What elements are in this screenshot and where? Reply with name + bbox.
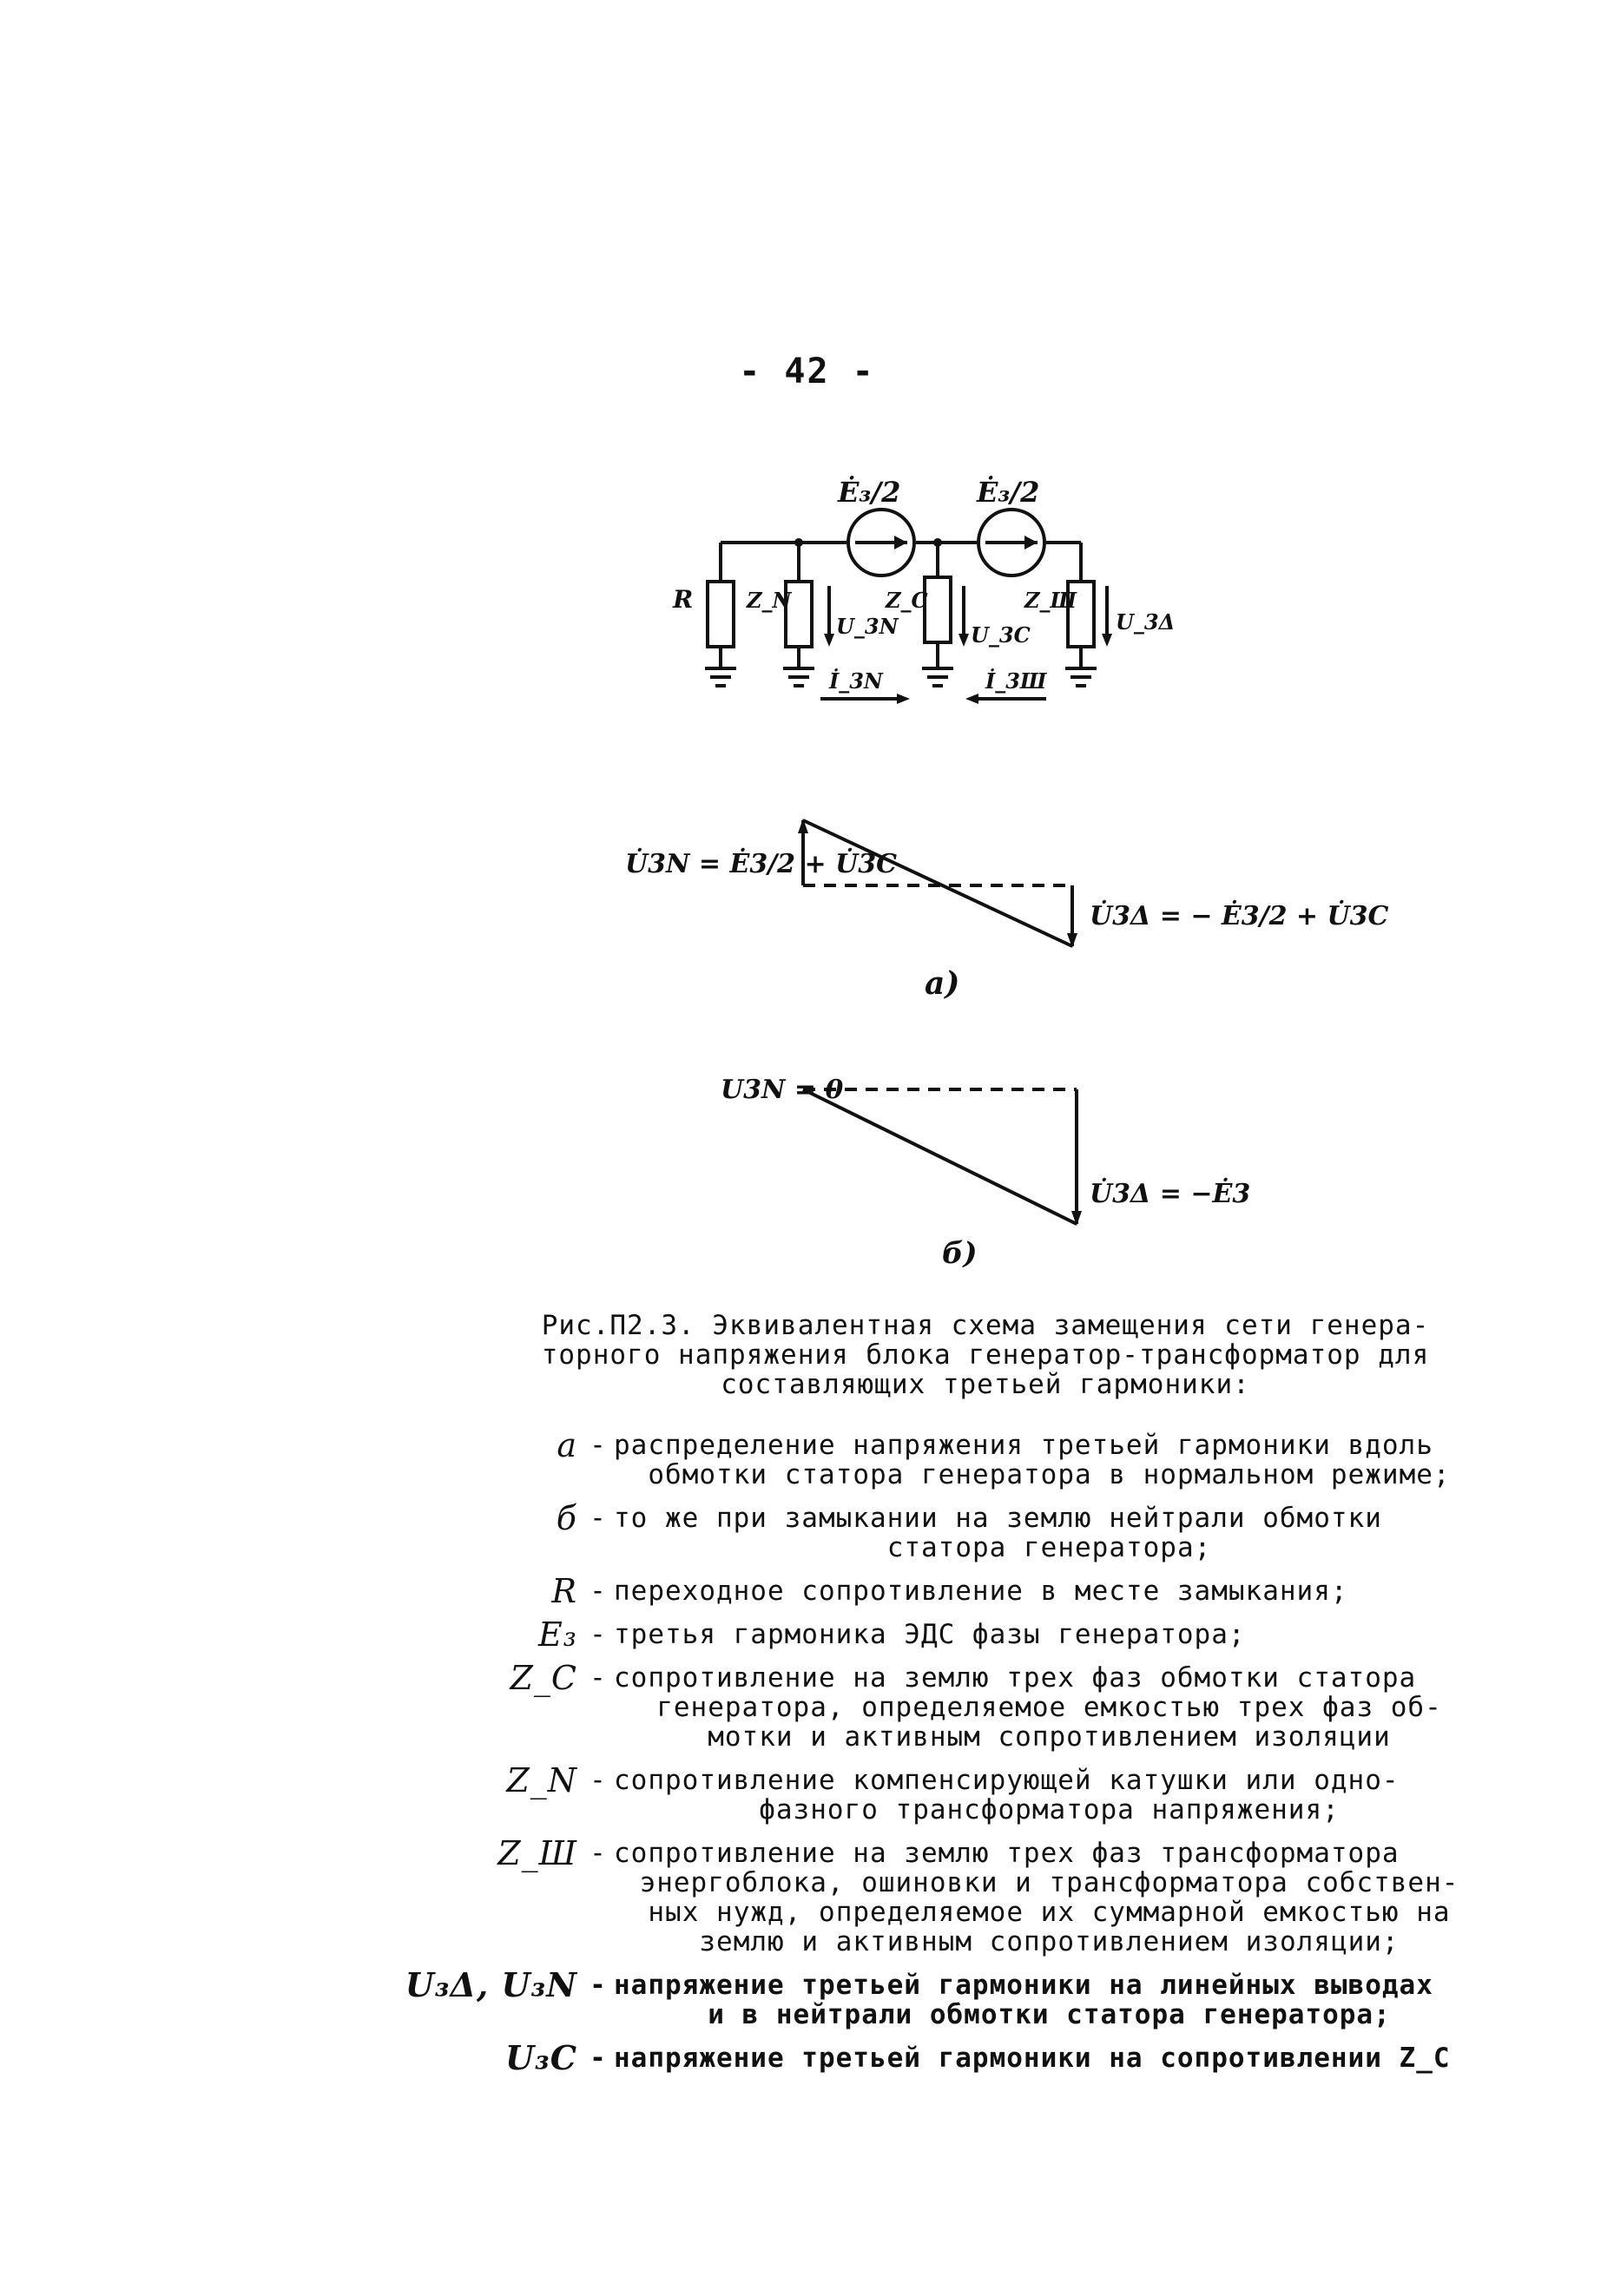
diagram-a-caption: а) <box>925 965 960 1002</box>
legend-symbol: Z_N <box>506 1761 577 1799</box>
u3delta-label: U_3Δ <box>1116 609 1176 635</box>
legend-text-line: и в нейтрали обмотки статора генератора; <box>708 1999 1391 2030</box>
zc-label: Z_C <box>886 588 928 613</box>
vector-diagram-a <box>803 820 1072 946</box>
legend-text-line: распределение напряжения третьей гармоники вдоль <box>614 1430 1433 1461</box>
legend-text-line: фазного трансформатора напряжения; <box>759 1794 1340 1826</box>
r-label: R <box>673 585 694 614</box>
diagram-a-left-equation: U̇3N = Ė3/2 + U̇3C <box>625 849 897 879</box>
impedance-zc <box>925 577 951 642</box>
legend-text-line: землю и активным сопротивлением изоляции; <box>699 1926 1400 1957</box>
diagram-b-right-equation: U̇3Δ = −Ė3 <box>1090 1179 1251 1209</box>
legend-text-line: энергоблока, ошиновки и трансформатора собствен- <box>639 1867 1459 1898</box>
figure-caption <box>512 1311 1459 1399</box>
legend-text-line: статора генератора; <box>886 1532 1212 1563</box>
i3n-label: İ_3N <box>829 668 883 694</box>
legend-item-u3delta-u3n: U₃Δ, U₃N - напряжение третьей гармоники на линейных выводах и в нейтрали обмотки статора генератора; <box>399 1970 1485 2030</box>
legend-text-line: напряжение третьей гармоники на сопротивлении Z_C <box>614 2043 1451 2074</box>
legend-text-line: сопротивление на землю трех фаз трансформатора <box>614 1838 1400 1869</box>
legend-text-line: мотки и активным сопротивлением изоляции <box>708 1721 1391 1753</box>
legend-symbol: а <box>557 1426 577 1464</box>
caption-line-2: торного напряжения блока генератор-трансформатор для <box>541 1339 1430 1371</box>
zn-label: Z_N <box>747 588 792 613</box>
legend-text-line: генератора, определяемое емкостью трех фаз об- <box>656 1692 1442 1723</box>
legend-item-b: б - то же при замыкании на землю нейтрали обмотки статора генератора; <box>399 1503 1485 1562</box>
legend-item-zc: Z_C - сопротивление на землю трех фаз обмотки статора генератора, определяемое емкостью трех фаз об- мотки и активным сопротивлением изоляции <box>399 1663 1485 1752</box>
legend-item-r: R - переходное сопротивление в месте замыкания; <box>399 1576 1485 1606</box>
legend-symbol: U₃C <box>504 2038 577 2077</box>
figure-legend <box>399 1426 1485 2087</box>
legend-item-zn: Z_N - сопротивление компенсирующей катушки или одно- фазного трансформатора напряжения; <box>399 1766 1485 1825</box>
legend-text-line: обмотки статора генератора в нормальном режиме; <box>648 1459 1451 1490</box>
legend-symbol: Z_C <box>510 1659 577 1697</box>
diagram-a-right-equation: U̇3Δ = − Ė3/2 + U̇3C <box>1090 901 1389 931</box>
legend-text-line: третья гармоника ЭДС фазы генератора; <box>614 1619 1246 1650</box>
legend-text-line: сопротивление на землю трех фаз обмотки статора <box>614 1662 1417 1694</box>
legend-text-line: переходное сопротивление в месте замыкания; <box>614 1576 1348 1607</box>
u3c-label: U_3C <box>971 622 1031 648</box>
legend-text-line: сопротивление компенсирующей катушки или одно- <box>614 1765 1400 1796</box>
legend-text-line: то же при замыкании на землю нейтрали обмотки <box>614 1503 1382 1534</box>
legend-symbol: U₃Δ, U₃N <box>405 1965 577 2004</box>
legend-item-zsh: Z_Ш - сопротивление на землю трех фаз трансформатора энергоблока, ошиновки и трансформатора собствен- ных нужд, определяемое их суммарной емкостью на землю и активным сопротивлением изоляции; <box>399 1839 1485 1957</box>
legend-symbol: E₃ <box>538 1615 577 1654</box>
i3sh-label: İ_3Ш <box>985 668 1047 694</box>
legend-text-line: ных нужд, определяемое их суммарной емкостью на <box>648 1897 1451 1928</box>
legend-symbol: б <box>556 1499 577 1537</box>
caption-line-1: Рис.П2.3. Эквивалентная схема замещения сети генера- <box>541 1310 1430 1341</box>
legend-symbol: R <box>551 1572 577 1610</box>
resistor-r <box>708 582 734 647</box>
source-right-label: Ė₃/2 <box>977 476 1040 509</box>
legend-text-line: напряжение третьей гармоники на линейных выводах <box>614 1970 1433 2001</box>
source-left-label: Ė₃/2 <box>838 476 901 509</box>
legend-item-u3c: U₃C - напряжение третьей гармоники на сопротивлении Z_C <box>399 2043 1485 2073</box>
caption-line-3: составляющих третьей гармоники: <box>721 1369 1250 1400</box>
legend-item-e3: E₃ - третья гармоника ЭДС фазы генератора; <box>399 1620 1485 1649</box>
vector-diagram-b <box>803 1089 1077 1224</box>
legend-symbol: Z_Ш <box>497 1834 577 1872</box>
legend-item-a: а - распределение напряжения третьей гармоники вдоль обмотки статора генератора в нормальном режиме; <box>399 1431 1485 1490</box>
diagram-b-left-equation: U3N = 0 <box>721 1075 844 1105</box>
diagram-b-caption: б) <box>942 1236 978 1271</box>
page-number: - 42 - <box>739 352 875 391</box>
u3n-label: U_3N <box>836 614 899 639</box>
zsh-label: Z_Ш <box>1024 588 1077 613</box>
